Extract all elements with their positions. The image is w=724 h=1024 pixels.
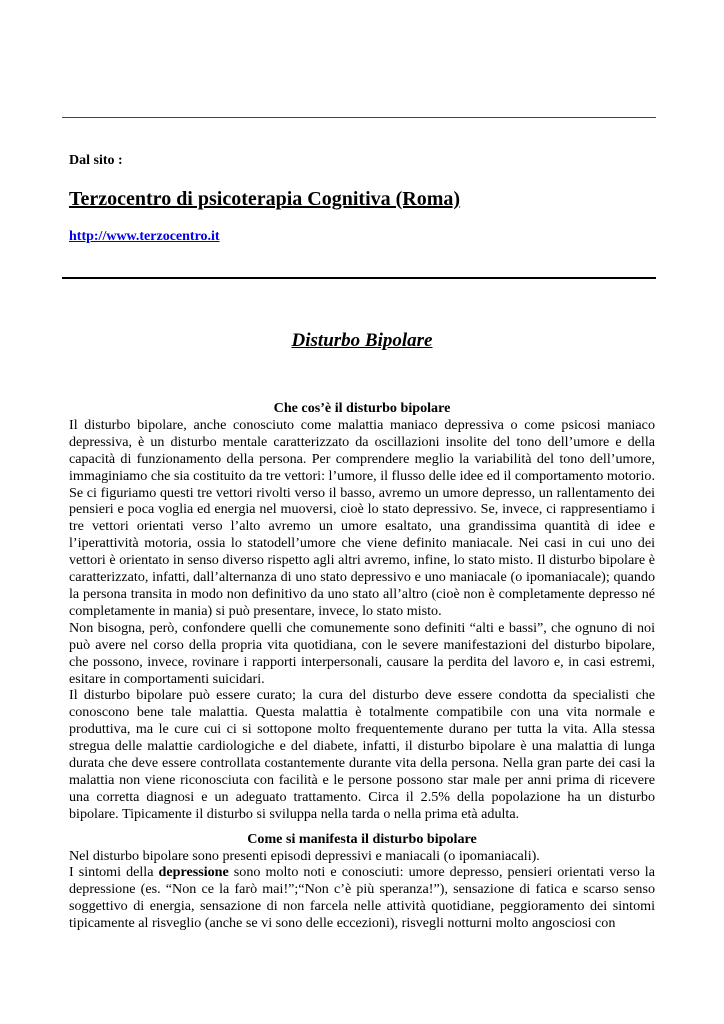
bold-term-depressione: depressione (158, 864, 229, 881)
document-title: Disturbo Bipolare (291, 330, 433, 351)
top-divider (62, 117, 656, 118)
paragraph: Il disturbo bipolare può essere curato; la cura del disturbo deve essere condotta da specialisti che conoscono bene tale malattia. Questa malattia è totalmente compatibile con una vita normale e produttiva, ma le cure cui ci si sottopone molto frequentemente durano per tutta la vita. Alla stessa stregua delle malattie cardiologiche e del diabete, infatti, il disturbo bipolare è una malattia di lunga durata che deve essere controllata costantemente durante vita della persona. Nella gran parte dei casi la malattia non viene riconosciuta con facilità e le persone possono star male per anni prima di ricevere una corretta diagnosi e un adeguato trattamento. Circa il 2.5% della popolazione ha un disturbo bipolare. Tipicamente il disturbo si sviluppa nella tarda o nella prima età adulta. (69, 687, 655, 822)
source-label: Dal sito : (69, 153, 123, 168)
paragraph (69, 864, 655, 932)
document-body (69, 400, 655, 932)
section-heading-what-is: Che cos’è il disturbo bipolare (273, 400, 451, 416)
site-url-link[interactable]: http://www.terzocentro.it (69, 229, 220, 244)
paragraph: Il disturbo bipolare, anche conosciuto come malattia maniaco depressiva o come psicosi maniaco depressiva, è un disturbo mentale caratterizzato da oscillazioni insolite del tono dell’umore e della capacità di funzionamento della persona. Per comprendere meglio la variabilità del tono dell’umore, immaginiamo che sia costituito da tre vettori: l’umore, il flusso delle idee ed il comportamento motorio. Se ci figuriamo questi tre vettori rivolti verso il basso, avremo un umore depresso, un rallentamento dei pensieri e poca voglia ed energia nel muoversi, cioè lo stato depressivo. Se, invece, ci rappresentiamo i tre vettori orientati verso l’alto avremo un umore esaltato, una grandissima quantità di idee e l’iperattività motoria, ossia lo statodell’umore che viene definito maniacale. Nei casi in cui uno dei vettori è orientato in senso diverso rispetto agli altri avremo, infine, lo stato misto. Il disturbo bipolare è caratterizzato, infatti, dall’alternanza di uno stato depressivo e uno maniacale (o ipomaniacale); quando la persona transita in modo non definitivo da uno stato all’altro (cioè non è completamente depresso né completamente in mania) si può presentare, invece, lo stato misto. (69, 416, 655, 619)
paragraph-text: I sintomi della (69, 864, 159, 881)
header-divider (62, 277, 656, 279)
paragraph: Non bisogna, però, confondere quelli che comunemente sono definiti “alti e bassi”, che ognuno di noi può avere nel corso della propria vita quotidiana, con le severe manifestazioni del disturbo bipolare, che possono, invece, rovinare i rapporti interpersonali, causare la perdita del lavoro e, in casi estremi, esitare in comportamenti suicidari. (69, 619, 655, 687)
section-heading-how-manifests: Come si manifesta il disturbo bipolare (247, 830, 477, 847)
site-title: Terzocentro di psicoterapia Cognitiva (Roma) (69, 188, 461, 210)
paragraph: Nel disturbo bipolare sono presenti episodi depressivi e maniacali (o ipomaniacali). (69, 847, 540, 864)
paragraph-text: sono molto noti e conosciuti: umore depresso, pensieri orientati verso la depressione (es. “Non ce la farò mai!”;“Non c’è più speranza!”), sensazione di fatica e scarso senso soggettivo di energia, sensazione di non farcela nelle attività quotidiane, peggioramento dei sintomi tipicamente al risveglio (anche se vi sono delle eccezioni), risvegli notturni molto angosciosi con (69, 864, 655, 932)
